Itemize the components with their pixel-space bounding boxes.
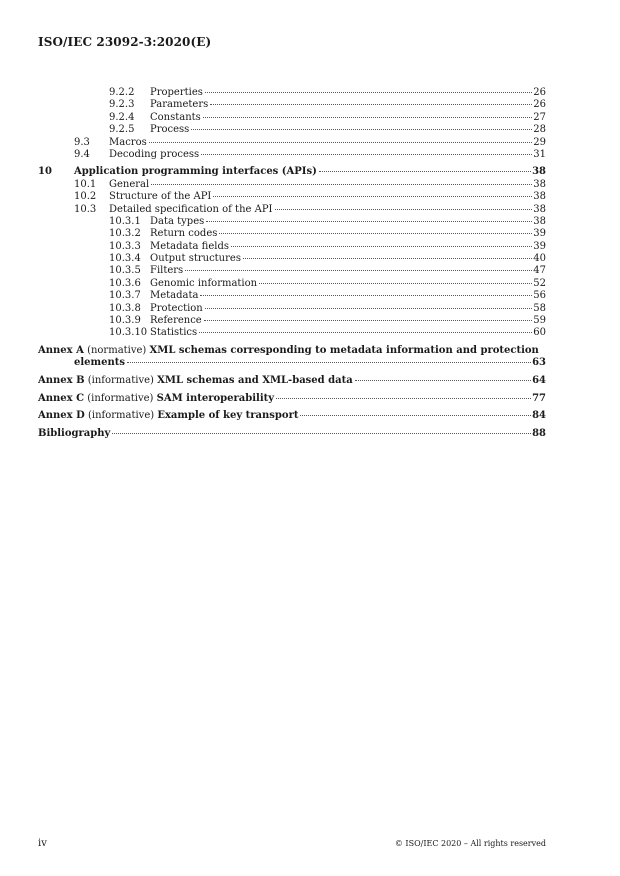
toc-page: 47 (533, 265, 546, 277)
toc-annex-a-continuation[interactable] (38, 357, 546, 370)
annex-label: Annex B (38, 375, 85, 386)
toc-entry[interactable] (38, 303, 546, 315)
annex-title: XML schemas corresponding to metadata information and protection (149, 344, 539, 356)
toc-title: Structure of the API (109, 191, 212, 203)
toc-page: 29 (533, 136, 546, 148)
leader-dots (206, 221, 532, 222)
toc-entry[interactable] (38, 253, 546, 265)
toc-title: Reference (150, 315, 202, 327)
toc-page: 52 (533, 277, 546, 289)
toc-title: Output structures (150, 253, 241, 265)
leader-dots (213, 196, 532, 197)
toc-number: 10.3.4 (109, 253, 141, 265)
toc-bibliography[interactable] (38, 428, 546, 441)
toc-page: 56 (533, 290, 546, 302)
toc-title: Macros (109, 136, 147, 148)
annex-kind: (informative) (87, 375, 154, 386)
annex-title-cont: elements (74, 357, 125, 369)
toc-section-10[interactable] (38, 166, 546, 178)
toc-number: 9.3 (74, 136, 90, 148)
toc-number: 9.2.5 (109, 124, 135, 136)
toc-page: 38 (533, 203, 546, 215)
toc-annex-c[interactable] (38, 393, 546, 406)
leader-dots (231, 246, 532, 247)
toc-number: 10.3.7 (109, 290, 141, 302)
toc-annex-a[interactable] (38, 345, 546, 358)
toc-title: Process (150, 124, 190, 136)
toc-title: Properties (150, 87, 203, 98)
toc-page: 38 (533, 191, 546, 203)
leader-dots (112, 433, 531, 434)
leader-dots (205, 92, 532, 93)
toc-title: Parameters (150, 99, 209, 111)
toc-page: 88 (532, 427, 546, 439)
copyright-notice: © ISO/IEC 2020 – All rights reserved (394, 839, 546, 848)
leader-dots (204, 320, 533, 321)
table-of-contents (38, 87, 546, 440)
toc-title: Metadata (150, 290, 199, 302)
toc-entry[interactable] (38, 137, 546, 149)
page-number: iv (38, 838, 47, 849)
toc-entry[interactable] (38, 149, 546, 161)
document-header: ISO/IEC 23092-3:2020(E) (38, 35, 212, 49)
toc-number: 10.3.3 (109, 240, 141, 252)
toc-page: 40 (533, 253, 546, 265)
toc-page: 38 (533, 215, 546, 227)
toc-page: 58 (533, 302, 546, 314)
annex-kind: (normative) (87, 344, 147, 356)
leader-dots (151, 184, 532, 185)
leader-dots (149, 142, 533, 143)
annex-label: Annex C (38, 392, 85, 404)
toc-number: 9.2.3 (109, 99, 135, 111)
annex-title: XML schemas and XML-based data (157, 375, 353, 386)
toc-number: 10.3.5 (109, 265, 141, 277)
leader-dots (219, 233, 532, 234)
annex-title: SAM interoperability (156, 392, 275, 404)
toc-entry[interactable] (38, 112, 546, 124)
toc-number: 10.3.10 (109, 327, 148, 339)
leader-dots (275, 209, 533, 210)
leader-dots (191, 129, 532, 130)
toc-page: 31 (533, 148, 546, 160)
toc-title: Decoding process (109, 148, 200, 160)
toc-number: 10.3.2 (109, 228, 141, 240)
toc-entry[interactable] (38, 179, 546, 191)
toc-entry[interactable] (38, 265, 546, 277)
toc-entry[interactable] (38, 124, 546, 136)
leader-dots (319, 171, 531, 172)
toc-page: 27 (533, 111, 546, 123)
leader-dots (259, 283, 532, 284)
toc-entry[interactable] (38, 290, 546, 302)
annex-kind: (informative) (87, 410, 155, 422)
toc-page: 38 (533, 178, 546, 190)
toc-title: Detailed specification of the API (109, 203, 273, 215)
toc-title: Data types (150, 215, 205, 227)
toc-annex-d[interactable] (38, 410, 546, 423)
leader-dots (210, 104, 532, 105)
leader-dots (276, 398, 531, 399)
leader-dots (185, 270, 532, 271)
toc-title: General (109, 178, 150, 190)
toc-number: 10.2 (74, 191, 97, 203)
toc-number: 10.3.8 (109, 302, 141, 314)
toc-entry[interactable] (38, 99, 546, 111)
leader-dots (200, 295, 532, 296)
toc-number: 9.2.2 (109, 87, 135, 98)
leader-dots (300, 415, 531, 416)
toc-page: 77 (532, 392, 546, 404)
leader-dots (243, 258, 532, 259)
toc-entry[interactable] (38, 278, 546, 290)
toc-number: 10.3 (74, 203, 97, 215)
toc-entry[interactable] (38, 204, 546, 216)
toc-number: 10.3.9 (109, 315, 141, 327)
leader-dots (201, 154, 532, 155)
annex-kind: (informative) (87, 392, 154, 404)
leader-dots (127, 362, 531, 363)
toc-number: 10.3.6 (109, 277, 141, 289)
toc-entry[interactable] (38, 241, 546, 253)
toc-page: 39 (533, 228, 546, 240)
toc-page: 84 (532, 410, 546, 422)
toc-page: 26 (533, 99, 546, 111)
bibliography-title: Bibliography (38, 427, 111, 439)
leader-dots (203, 117, 532, 118)
toc-page: 28 (533, 124, 546, 136)
toc-title: Protection (150, 302, 203, 314)
toc-page: 39 (533, 240, 546, 252)
toc-title: Return codes (150, 228, 218, 240)
toc-page: 60 (533, 327, 546, 339)
toc-title: Filters (150, 265, 184, 277)
toc-entry[interactable] (38, 191, 546, 203)
annex-label: Annex D (38, 410, 85, 422)
annex-title: Example of key transport (157, 410, 299, 422)
toc-page: 59 (533, 315, 546, 327)
toc-page: 38 (532, 166, 546, 178)
annex-label: Annex A (38, 344, 84, 356)
leader-dots (205, 308, 533, 309)
toc-entry[interactable] (38, 228, 546, 240)
toc-number: 10.1 (74, 178, 97, 190)
toc-title: Metadata fields (150, 240, 229, 252)
toc-title: Constants (150, 111, 201, 123)
toc-number: 10 (38, 166, 52, 178)
toc-annex-b[interactable] (38, 375, 546, 388)
leader-dots (355, 380, 531, 381)
toc-title: Statistics (150, 327, 198, 339)
toc-entry[interactable] (38, 87, 546, 99)
toc-entry[interactable] (38, 216, 546, 228)
toc-title: Genomic information (150, 277, 258, 289)
toc-entry[interactable] (38, 315, 546, 327)
toc-number: 10.3.1 (109, 215, 141, 227)
toc-number: 9.4 (74, 148, 90, 160)
toc-entry[interactable] (38, 327, 546, 339)
toc-title: Application programming interfaces (APIs) (74, 166, 317, 178)
toc-page: 63 (532, 357, 546, 369)
leader-dots (199, 332, 532, 333)
toc-number: 9.2.4 (109, 111, 135, 123)
toc-page: 26 (533, 87, 546, 98)
toc-page: 64 (532, 375, 546, 386)
